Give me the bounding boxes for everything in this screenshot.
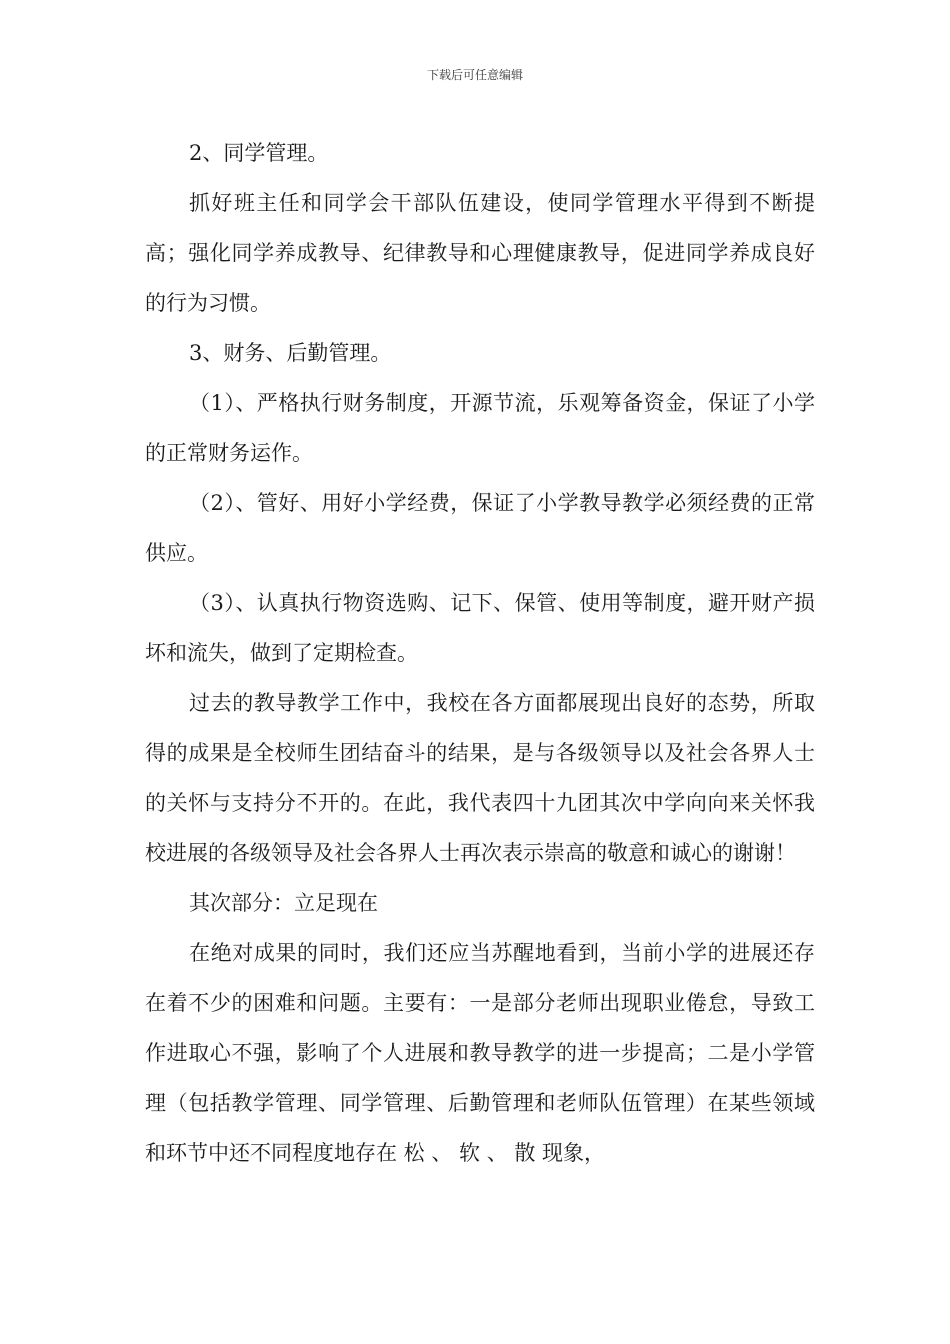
section-heading-finance-logistics: 3、财务、后勤管理。 [189, 341, 392, 365]
section-heading-student-management: 2、同学管理。 [189, 141, 329, 165]
paragraph-finance-2: （2）、管好、用好小学经费，保证了小学教导教学必须经费的正常供应。 [145, 491, 815, 565]
paragraph-student-management: 抓好班主任和同学会干部队伍建设，使同学管理水平得到不断提高；强化同学养成教导、纪律教导和心理健康教导，促进同学养成良好的行为习惯。 [145, 191, 815, 315]
paragraph-problems: 在绝对成果的同时，我们还应当苏醒地看到，当前小学的进展还存在着不少的困难和问题。主要有：一是部分老师出现职业倦怠，导致工作进取心不强，影响了个人进展和教导教学的进一步提高；二是小学管理（包括教学管理、同学管理、后勤管理和老师队伍管理）在某些领域和环节中还不同程度地存在 松 、 软 、 散 现象， [145, 941, 815, 1165]
paragraph-summary: 过去的教导教学工作中，我校在各方面都展现出良好的态势，所取得的成果是全校师生团结奋斗的结果，是与各级领导以及社会各界人士的关怀与支持分不开的。在此，我代表四十九团其次中学向向来关怀我校进展的各级领导及社会各界人士再次表示崇高的敬意和诚心的谢谢！ [145, 691, 815, 865]
page-header: 下载后可任意编辑 [426, 68, 523, 82]
section-heading-part-two: 其次部分：立足现在 [189, 891, 378, 915]
paragraph-finance-1: （1）、严格执行财务制度，开源节流，乐观筹备资金，保证了小学的正常财务运作。 [145, 391, 815, 465]
paragraph-finance-3: （3）、认真执行物资选购、记下、保管、使用等制度，避开财产损坏和流失，做到了定期检查。 [145, 591, 815, 665]
document-body [145, 128, 815, 1178]
